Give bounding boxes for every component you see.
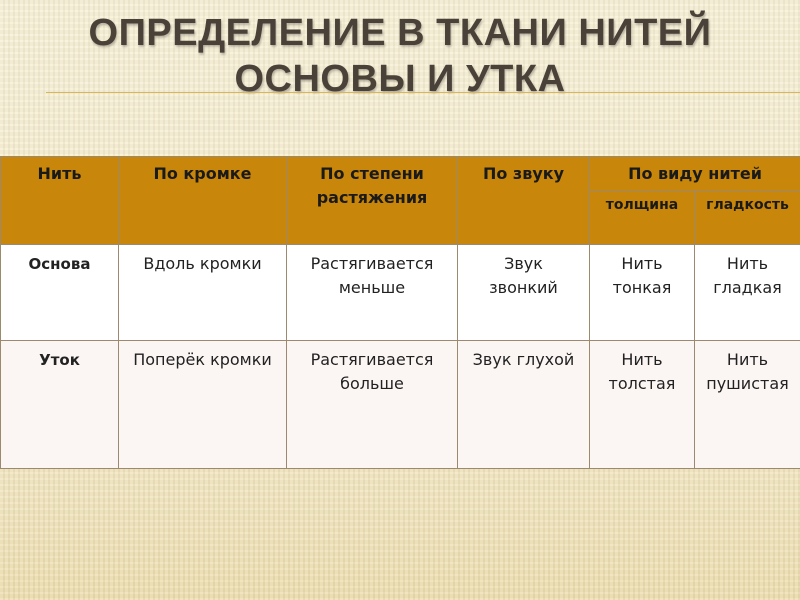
cell-edge: Поперёк кромки bbox=[119, 341, 287, 469]
title-line-2: ОСНОВЫ И УТКА bbox=[234, 58, 566, 100]
slide-title bbox=[0, 10, 800, 102]
header-thickness: толщина bbox=[590, 191, 695, 245]
cell-smoothness: Нить гладкая bbox=[695, 245, 800, 341]
cell-stretch: Растягивается больше bbox=[287, 341, 458, 469]
cell-thread: Уток bbox=[1, 341, 119, 469]
cell-thickness: Нить толстая bbox=[590, 341, 695, 469]
cell-sound: Звук звонкий bbox=[458, 245, 590, 341]
title-line-1: ОПРЕДЕЛЕНИЕ В ТКАНИ НИТЕЙ bbox=[88, 12, 712, 54]
header-smoothness: гладкость bbox=[695, 191, 800, 245]
header-sound: По звуку bbox=[458, 157, 590, 245]
cell-thickness: Нить тонкая bbox=[590, 245, 695, 341]
title-divider bbox=[46, 92, 800, 93]
table-row-utok bbox=[1, 341, 800, 469]
table-row-osnova bbox=[1, 245, 800, 341]
cell-sound: Звук глухой bbox=[458, 341, 590, 469]
cell-thread: Основа bbox=[1, 245, 119, 341]
cell-smoothness: Нить пушистая bbox=[695, 341, 800, 469]
header-thread-type: По виду нитей bbox=[590, 157, 800, 191]
cell-stretch: Растягивается меньше bbox=[287, 245, 458, 341]
cell-edge: Вдоль кромки bbox=[119, 245, 287, 341]
header-thread: Нить bbox=[1, 157, 119, 245]
thread-comparison-table bbox=[0, 156, 800, 469]
header-stretch: По степени растяжения bbox=[287, 157, 458, 245]
header-edge: По кромке bbox=[119, 157, 287, 245]
